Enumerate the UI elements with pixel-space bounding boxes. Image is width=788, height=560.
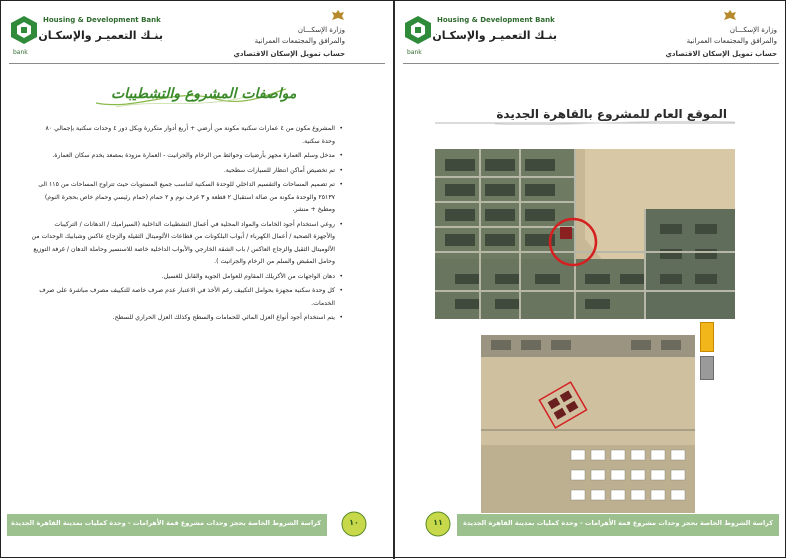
list-item: • تم تخصيص أماكن انتظار للسيارات سطحية. (31, 165, 343, 178)
ministry-line-1: وزارة الإسكـــان (729, 26, 777, 34)
header-divider (9, 63, 385, 64)
legend-swatch-yellow (700, 322, 714, 352)
ministry-line-2: والمرافق والمجتمعات العمرانية (686, 37, 777, 45)
footer-text: كراسة الشروط الخاصة بحجز وحدات مشروع قمة الأهرامات - وحدة كمليات بمدينة القاهرة الجديدة (11, 519, 321, 527)
section-title: مواصفات المشروع والتشطيبات (111, 86, 297, 102)
legend-swatch-gray (700, 356, 714, 380)
ministry-line-3: حساب تمويل الإسكان الاقتصادي (233, 50, 345, 58)
list-item: • تم تصميم المساحات والتقسيم الداخلي للوحدة السكنية لتناسب جميع المستويات حيث تتراوح المساحات من ١١٥ الى ٢٥١٣٧ والوحدة مكونة من صالة استقبال ٢ قطعة و ٣ غرف نوم و ٢ حمام (حمام رئيسي وحمام خاص بحجرة النوم) ومطبخ + منشر. (31, 179, 343, 217)
aerial-map-closeup (481, 335, 695, 513)
location-title-banner (435, 105, 735, 125)
bank-logo-icon (9, 15, 39, 45)
bank-name-ar: بنـك التعميـر والإسكـان (432, 29, 557, 42)
ministry-line-1: وزارة الإسكـــان (297, 26, 345, 34)
list-item: • دهان الواجهات من الأكريلك المقاوم للعوامل الجوية والقابل للغسيل. (31, 271, 343, 284)
footer-text: كراسة الشروط الخاصة بحجز وحدات مشروع قمة الأهرامات - وحدة كمليات بمدينة القاهرة الجديدة (463, 519, 773, 527)
bank-short-label: bank (13, 49, 28, 56)
footer-bar (7, 514, 327, 536)
list-item: • كل وحدة سكنية مجهزة بحوامل التكييف رغم الأخذ في الاعتبار عدم صرف خاصة للتكييف مصرف مباشرة على صرف الخدمات. (31, 285, 343, 310)
aerial-map-overview (435, 149, 735, 319)
location-title: الموقع العام للمشروع بالقاهرة الجديدة (496, 107, 727, 121)
ministry-line-3: حساب تمويل الإسكان الاقتصادي (665, 50, 777, 58)
ministry-line-2: والمرافق والمجتمعات العمرانية (254, 37, 345, 45)
list-item: • مدخل وسلم العمارة مجهز بأرضيات وحوائط من الرخام والجرانيت - العمارة مزودة بمصعد يخدم سكان العمارة. (31, 150, 343, 163)
list-item: • يتم استخدام أجود أنواع العزل المائي للحمامات والسطح وكذلك العزل الحراري للسطح. (31, 312, 343, 325)
page-number: ١٠ (349, 518, 359, 527)
page-number: ١١ (433, 518, 443, 527)
eagle-emblem-icon (723, 9, 737, 23)
footer-bar (457, 514, 779, 536)
page-left (1, 1, 393, 559)
bank-logo-icon (403, 15, 433, 45)
bank-name-en: Housing & Development Bank (437, 16, 555, 24)
list-item: • روعي استخدام أجود الخامات والمواد المحلية في أعمال التشطيبات الداخلية (السيراميك / الدهانات / التركيبات والأجهزة الصحية / أعمال الكهرباء / أبواب البلكونات من قطاعات الألوميتال الثقيلة والزجاج عاكس وشبابيك الوحدات من الألوميتال الثقيل والزجاج العاكس / باب الشقة الخارجي والأبواب الداخلية خاصة للاسنسير وحاملة الدهان / غرفة التوزيع وحامل المقبض والسلم من الرخام والجرانيت ). (31, 219, 343, 269)
list-item: • المشروع مكون من ٤ عمارات سكنية مكونة من أرضي + أربع أدوار متكررة وبكل دور ٤ وحدات سكنية بإجمالي ٨٠ وحدة سكنية. (31, 123, 343, 148)
page-right (395, 1, 787, 559)
bank-name-ar: بنـك التعميـر والإسكـان (38, 29, 163, 42)
header-divider (403, 63, 779, 64)
bank-name-en: Housing & Development Bank (43, 16, 161, 24)
eagle-emblem-icon (331, 9, 345, 23)
specs-list (31, 123, 343, 327)
bank-short-label: bank (407, 49, 422, 56)
